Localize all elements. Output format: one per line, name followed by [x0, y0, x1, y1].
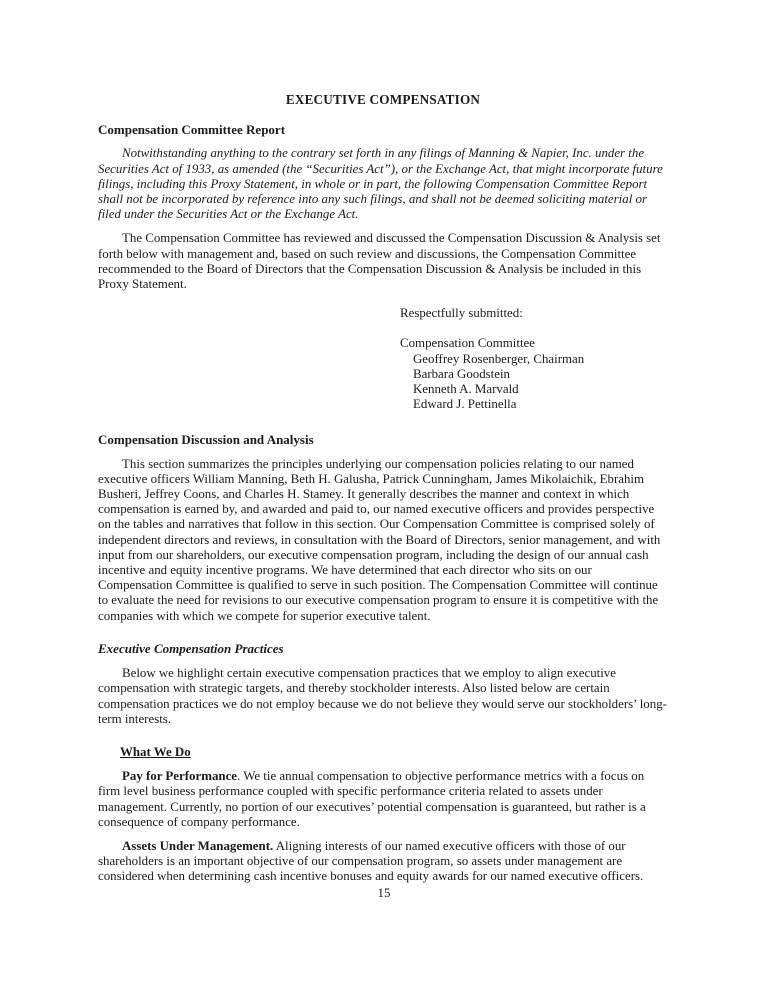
signature-block: [400, 306, 668, 412]
heading-compensation-committee-report: Compensation Committee Report: [98, 122, 286, 138]
paragraph-practices-intro: Below we highlight certain executive compensation practices that we employ to align executive compensation with strategic targets, and thereby stockholder interests. Also listed below are certain compensation practices we do not employ because we do not believe they would serve our stockholders’ long-term interests.: [98, 666, 667, 726]
paragraph-committee-report-disclaimer: Notwithstanding anything to the contrary set forth in any filings of Manning & Napier, Inc. under the Securities Act of 1933, as amended (the “Securities Act”), or the Exchange Act, that might incorporate future filings, including this Proxy Statement, in whole or in part, the following Compensation Committee Report shall not be incorporated by reference into any such filings, and shall not be deemed soliciting material or filed under the Securities Act or the Exchange Act.: [98, 146, 663, 222]
signature-salutation: Respectfully submitted:: [400, 306, 523, 321]
signature-member: Barbara Goodstein: [413, 366, 511, 381]
heading-compensation-discussion-analysis: Compensation Discussion and Analysis: [98, 432, 314, 448]
paragraph-cda-body: This section summarizes the principles underlying our compensation policies relating to our named executive officers William Manning, Beth H. Galusha, Patrick Cunningham, James Mikolaichik, Ebrahim Busheri, Jeffrey Coons, and Charles H. Stamey. It generally describes the manner and context in which compensation is earned by, and awarded and paid to, our named executive officers and provides perspective on the tables and narratives that follow in this section. Our Compensation Committee is comprised solely of independent directors and reviews, in consultation with the Board of Directors, senior management, and with input from our shareholders, our executive compensation program, including the design of our annual cash incentive and equity incentive programs. We have determined that each director who sits on our Compensation Committee is qualified to serve in such position. The Compensation Committee will continue to evaluate the need for revisions to our executive compensation program to ensure it is competitive with the companies with which we compete for superior executive talent.: [98, 456, 661, 623]
signature-member: Edward J. Pettinella: [413, 397, 517, 412]
signature-committee-name: Compensation Committee: [400, 336, 535, 351]
page-title: EXECUTIVE COMPENSATION: [285, 92, 481, 107]
signature-member: Geoffrey Rosenberger, Chairman: [413, 351, 585, 366]
signature-member: Kenneth A. Marvald: [413, 382, 519, 397]
lead-assets-under-management: Assets Under Management.: [122, 838, 274, 853]
subheading-what-we-do: What We Do: [120, 744, 191, 759]
page-number: 15: [377, 886, 391, 900]
lead-pay-for-performance: Pay for Performance: [122, 769, 238, 784]
text-pay-for-performance: . We tie annual compensation to objective performance metrics with a focus on firm level business performance coupled with specific performance criteria related to assets under management. Currently, no portion of our executives’ potential compensation is guaranteed, but rather is a consequence of company performance.: [98, 769, 646, 829]
paragraph-committee-report-body: The Compensation Committee has reviewed and discussed the Compensation Discussion & Analysis set forth below with management and, based on such review and discussions, the Compensation Committee recommended to the Board of Directors that the Compensation Discussion & Analysis be included in this Proxy Statement.: [98, 231, 661, 292]
paragraph-pay-for-performance: [98, 769, 668, 830]
paragraph-assets-under-management: [98, 839, 668, 885]
heading-executive-compensation-practices: Executive Compensation Practices: [98, 640, 284, 656]
text-assets-under-management: Aligning interests of our named executive officers with those of our shareholders is an important objective of our compensation program, so assets under management are considered when determining cash incentive bonuses and equity awards for our named executive officers.: [98, 838, 644, 884]
